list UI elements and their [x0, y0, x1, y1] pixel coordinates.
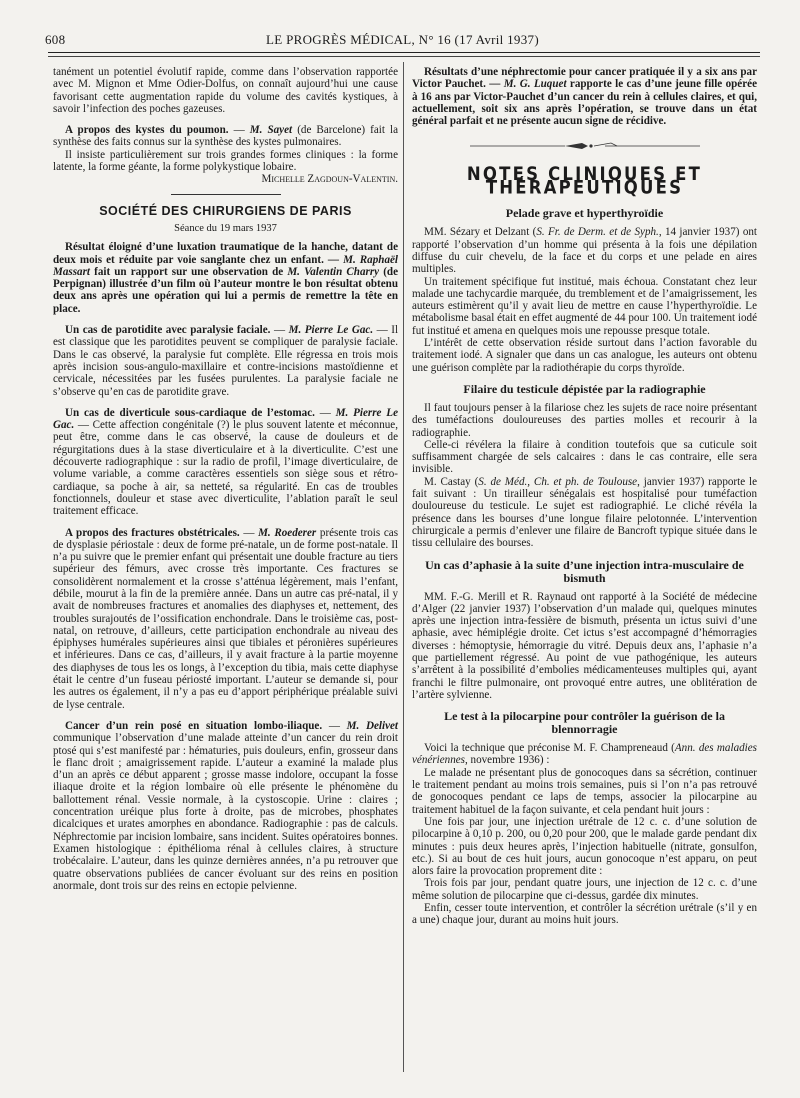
signature-line [53, 173, 398, 185]
continued-paragraph: tanément un potentiel évolutif rapide, comme dans l’observation rapportée avec M. Mignon et Mme Odier-Dolfus, on connaît aujourd’hui une cause favorisant cette augmentation rapide du volume des cavités kystiques, à savoir l’infection des poches gazeuses. [53, 66, 398, 115]
article-title: A propos des fractures obstétricales. [65, 526, 240, 539]
article-title: Résultat éloigné d’une luxation traumatique de la hanche, datant de deux mois et réduite par voie sanglante chez un enfant. [53, 241, 398, 266]
session-date: Séance du 19 mars 1937 [174, 222, 277, 234]
journal-reference: Ann. des maladies vénériennes [412, 742, 757, 767]
article-rein: Cancer d’un rein posé en situation lombo-iliaque. — M. Delivet communique l’observation d’une malade atteinte d’un cancer du rein droit ptosé qui s’est manifesté par : hématuries, puis douleurs, enfin, grosseur dans le flanc droit ; amaigrissement rapide. L’auteur a examiné la malade plus d’un an après ce début apparent ; grosse masse indolore, occupant la fosse iliaque droite et la région lombaire où elle présente le phénomène du ballottement rénal. Vessie normale, à la cystoscopie. Urine : claires ; concentration uréique plus forte à droite, pas de microbes, phosphates dicalciques et urates amorphes en abondance. Radiographie : pas de calculs. Néphrectomie par incision lombaire, sans incident. Suites opératoires bonnes. Examen histologique : épithélioma rénal à cellules claires, à structure trobécalaire. L’auteur, dans les quinze dernières années, n’a pu retrouver que quatre observations publiées de cancer évoluant sur des reins en position anormale, dont trois sur des reins en ectopie pelvienne. [53, 719, 398, 892]
page-number: 608 [45, 32, 66, 47]
journal-reference: S. de Méd., Ch. et ph. de Toulouse [478, 475, 638, 488]
note-pelade-p1 [412, 226, 757, 275]
header-rule [48, 52, 760, 53]
journal-reference: S. Fr. de Derm. et de Syph. [536, 226, 659, 239]
article-author-2: M. Valentin Charry [287, 265, 380, 278]
article-title: Résultats d’une néphrectomie pour cancer pratiquée il y a six ans par Victor Pauchet. [412, 66, 757, 91]
note-aphasie-p1: MM. F.-G. Merill et R. Raynaud ont rapporté à la Société de médecine d’Alger (22 janvier 1937) l’observation d’un malade qui, quelques minutes après une injection intra-fessière de bismuth, présenta un ictus suivi d’une aphasie, avec hémiplégie droite. Cet ictus s’est accompagné d’hémorragies diverses : hémoptysie, hémorragie du vitré. Depuis deux ans, l’aphasie n’a que partiellement régressé. Au point de vue pathogénique, les auteurs s’arrêtent à la possibilité d’embolies médicamenteuses multiples qui, ayant franchi le filtre pulmonaire, ont provoqué entre autres, une oblitération de l’artère sylvienne. [412, 590, 757, 701]
note-text: M. Castay ( [424, 475, 479, 488]
signature: Michelle Zagdoun-Valentin. [261, 173, 398, 186]
running-title: LE PROGRÈS MÉDICAL, N° 16 (17 Avril 1937) [266, 32, 539, 47]
article-kystes: A propos des kystes du poumon. — M. Sayet (de Barcelone) fait la synthèse des faits connus sur la synthèse des kystes pulmonaires. [53, 124, 399, 149]
article-author: M. Sayet [249, 124, 293, 137]
header-rule-thin [48, 56, 760, 57]
article-title: A propos des kystes du poumon. [65, 124, 229, 137]
article-text-2: (de Perpignan) illustrée d’un film où l’auteur montre le bon résultat obtenu deux ans après une opération qui lui a permis de remettre la tête en place. [53, 265, 399, 315]
article-text: Cette affection congénitale (?) le plus souvent latente et méconnue, peut être, comme dans le cas observé, la cause de douleurs et de régurgitations dues à la stase diverticulaire et à la diverticulite. C’est une découverte radiographique : sur la radio de profil, l’image diverticulaire, de volume variable, a comme caractères essentiels son siège sous et rétro-cardiaque, sa poche à air, sa netteté, sa régularité. En cas de troubles fonctionnels, douleur et stase avec diverticulite, l’ablation paraît le seul traitement efficace. [53, 419, 398, 518]
society-heading: SOCIÉTÉ DES CHIRURGIENS DE PARIS [99, 203, 352, 218]
article-title: Un cas de diverticule sous-cardiaque de l’estomac. [65, 406, 315, 419]
article-author: M. Delivet [346, 719, 398, 732]
column-separator [403, 62, 404, 1072]
note-title-aphasie: Un cas d’aphasie à la suite d’une injection intra-musculaire de bismuth [425, 557, 744, 585]
note-title-filaire: Filaire du testicule dépistée par la radiographie [463, 381, 706, 396]
article-nephrectomie: Résultats d’une néphrectomie pour cancer pratiquée il y a six ans par Victor Pauchet. — M. G. Luquet rapporte le cas d’une jeune fille opérée à 16 ans par Victor-Pauchet d’un cancer du rein à cellules claires, et qui, actuellement, soit six ans après l’opération, se trouve dans un état général parfait et ne présente aucun signe de récidive. [412, 66, 758, 128]
article-author: M. Raphaël Massart [53, 253, 398, 278]
note-text: , novembre 1936) : [464, 754, 550, 767]
note-pilocarpine-p4: Trois fois par jour, pendant quatre jours, une injection de 12 c. c. d’une même solution de pilocarpine que ci-dessus, gardée dix minutes. [412, 877, 757, 902]
note-pilocarpine-p1 [412, 742, 757, 767]
article-author: M. G. Luquet [503, 78, 567, 91]
article-luxation: Résultat éloigné d’une luxation traumatique de la hanche, datant de deux mois et réduite par voie sanglante chez un enfant. — M. Raphaël Massart fait un rapport sur une observation de M. Valentin Charry (de Perpignan) illustrée d’un film où l’auteur montre le bon résultat obtenu deux ans après une opération qui lui a permis de remettre la tête en place. [53, 241, 399, 315]
article-fractures: A propos des fractures obstétricales. — M. Roederer présente trois cas de dysplasie périostale : deux de forme pré-natale, un de forme post-natale. Il n’a pu suivre que le premier enfant qui présentait une double fracture au tiers supérieur des fémurs, avec crosse très importante. Ces fractures se consolidèrent normalement et la crosse s’atténua légèrement, mais l’enfant, débile, mourut à la fin de la première année. Dans un autre cas pré-natal, il y avait de nombreuses fractures et anomalies des diaphyses et, nettement, des troubles surajoutés de l’ossification enchondrale. Dans le troisième cas, post-natal, on retrouve, d’ailleurs, cette participation enchondrale au niveau des épiphyses humérales supérieures ainsi que tibiales et péronières supérieures et inférieures. Dans ce cas, d’ailleurs, il y avait fracture à la partie moyenne des diaphyses de tous les os longs, à l’exception du tibia, mais cette diaphyse était le centre d’un fuseau périosté important. L’auteur se demande si, pour les autres os également, il n’y a pas eu d’apport périphérique préalable suivi de lyse centrale. [53, 526, 399, 711]
note-filaire-p2: Celle-ci révélera la filaire à condition toutefois que sa cuticule soit suffisamment chargée de sels calcaires : dans le cas contraire, elle sera invisible. [412, 438, 757, 476]
note-title-pilocarpine: Le test à la pilocarpine pour contrôler la guérison de la blennorragie [444, 709, 725, 737]
ornament-divider [412, 141, 757, 154]
article-title: Cancer d’un rein posé en situation lombo-iliaque. [65, 719, 323, 732]
note-pilocarpine-p3: Une fois par jour, une injection urétrale de 12 c. c. d’une solution de pilocarpine à 0,10 p. 200, ou 0,20 pour 200, que le malade garde pendant dix minutes : puis deux heures après, l’injection habituelle (nitrate, gonsulfon, etc.). Si au bout de ces huit jours, aucun gonocoque n’est apparu, on peut alors faire la provocation proprement dite : [412, 815, 757, 878]
note-title-pelade: Pelade grave et hyperthyroïdie [505, 206, 664, 221]
note-pelade-p3: L’intérêt de cette observation réside surtout dans l’action favorable du traitement iodé. A signaler que dans un cas analogue, les auteurs ont obtenu une guérison complète par la radiothérapie du corps thyroïde. [412, 337, 757, 374]
note-pelade-p2: Un traitement spécifique fut institué, mais échoua. Constatant chez leur malade une tachycardie marquée, du tremblement et de l’amaigrissement, les auteurs estimèrent qu’il y avait lieu de mettre en cause l’hyperthyroïdie. Le métabolisme basal était en effet augmenté de 44 pour 100. Un traitement iodé fut institué et amena en quelques mois une repousse presque totale. [412, 275, 757, 337]
article-diverticule: Un cas de diverticule sous-cardiaque de l’estomac. — M. Pierre Le Gac. — Cette affection congénitale (?) le plus souvent latente et méconnue, peut être, comme dans le cas observé, la cause de douleurs et de régurgitations dues à la stase diverticulaire et à la diverticulite. C’est une découverte radiographique : sur la radio de profil, l’image diverticulaire, de volume variable, a comme caractères essentiels son siège sous et rétro-cardiaque, sa poche à air, sa netteté, sa régularité. En cas de troubles fonctionnels, douleur et stase avec diverticulite, l’ablation paraît le seul traitement efficace. [53, 406, 398, 518]
article-text: fait un rapport sur une observation de [94, 265, 284, 278]
note-text: , 14 janvier 1937) ont rapporté l’observation d’un homme qui présenta à la fois une dépilation diffuse du cuir chevelu, de la face et du corps et une pelade en aires multiples. [412, 226, 757, 276]
page-header [45, 32, 760, 48]
right-column [412, 66, 757, 927]
article-author: M. Pierre Le Gac. [288, 324, 374, 337]
section-heading: NOTES CLINIQUES ET THÉRAPEUTIQUES [466, 162, 703, 199]
note-text: Voici la technique que préconise M. F. Champreneaud ( [424, 742, 675, 755]
article-text: Il est classique que les parotidites peuvent se compliquer de paralysie faciale. Dans le cas observé, la paralysie fut complète. Elle régressa en trois mois après incision sous-angulo-maxillaire et contre-incisions mastoïdienne et cervicale, nécessitées par les fusées purulentes. La paralysie faciale ne s’observe qu’en cas de parotidite grave. [53, 324, 399, 398]
article-text: présente trois cas de dysplasie périostale : deux de forme pré-natale, un de forme post-natale. Il n’a pu suivre que le premier enfant qui présentait une double fracture au tiers supérieur des fémurs, avec crosse très importante. Ces fractures se consolidèrent normalement et la crosse s’atténua légèrement, mais l’enfant, débile, mourut à la fin de la première année. Dans un autre cas pré-natal, il y avait de nombreuses fractures et anomalies des diaphyses et, nettement, des troubles surajoutés de l’ossification enchondrale. Dans le troisième cas, post-natal, on retrouve, d’ailleurs, cette participation enchondrale au niveau des épiphyses humérales supérieures ainsi que tibiales et péronières supérieures et inférieures. Dans ce cas, d’ailleurs, il y avait fracture à la partie moyenne des diaphyses de tous les os longs, à l’exception du tibia, mais cette diaphyse était le centre d’un fuseau périosté important. L’auteur se demande si, pour les autres os également, il n’y a pas eu d’apport périphérique préalable suivi de lyse centrale. [53, 526, 399, 711]
note-text: MM. Sézary et Delzant ( [424, 226, 537, 239]
section-divider [171, 194, 281, 195]
note-pilocarpine-p5: Enfin, cesser toute intervention, et contrôler la sécrétion urétrale (s’il y en a une) chaque jour, durant au moins huit jours. [412, 902, 757, 927]
article-parotidite: Un cas de parotidite avec paralysie faciale. — M. Pierre Le Gac. — Il est classique que les parotidites peuvent se compliquer de paralysie faciale. Dans le cas observé, la paralysie fut complète. Elle régressa en trois mois après incision sous-angulo-maxillaire et contre-incisions mastoïdienne et cervicale, nécessitées par les fusées purulentes. La paralysie faciale ne s’observe qu’en cas de parotidite grave. [53, 324, 399, 398]
article-title: Un cas de parotidite avec paralysie faciale. [65, 324, 271, 337]
article-author: M. Pierre Le Gac. [53, 406, 398, 432]
article-text: (de Barcelone) fait la synthèse des faits connus sur la synthèse des kystes pulmonaires. [53, 124, 399, 149]
note-filaire-p3 [412, 476, 757, 550]
note-filaire-p1: Il faut toujours penser à la filariose chez les sujets de race noire présentant des tuméfactions douloureuses des parties molles et recourir à la radiographie. [412, 401, 757, 439]
article-author: M. Roederer [258, 526, 317, 539]
left-column [53, 66, 398, 892]
article-text: rapporte le cas d’une jeune fille opérée à 16 ans par Victor-Pauchet d’un cancer du rein à cellules claires, et qui, actuellement, soit six ans après l’opération, se trouve dans un état général parfait et ne présente aucun signe de récidive. [412, 78, 758, 128]
note-pilocarpine-p2: Le malade ne présentant plus de gonocoques dans sa sécrétion, continuer le traitement pendant au moins trois semaines, puis si l’on n’a pas retrouvé de gonocoques pendant ce laps de temps, associer la pilocarpine au traitement habituel de la façon suivante, et cela pendant huit jours : [412, 766, 757, 816]
article-kystes-p2: Il insiste particulièrement sur trois grandes formes cliniques : la forme latente, la forme géante, la forme polykystique lobaire. [53, 148, 398, 174]
article-text: communique l’observation d’une malade atteinte d’un cancer du rein droit ptosé qui s’est manifesté par : hématuries, puis douleurs, enfin, grosseur dans le flanc droit ; amaigrissement rapide. L’auteur a examiné la malade plus d’un an après ce début apparent ; grosse masse indolore, occupant la fosse iliaque droite et la région lombaire où elle présente le phénomène du ballottement rénal. Vessie normale, à la cystoscopie. Urine : claires ; concentration uréique plus forte à droite, pas de microbes, phosphates dicalciques et urates amorphes en abondance. Radiographie : pas de calculs. Néphrectomie par incision lombaire, sans incident. Suites opératoires bonnes. Examen histologique : épithélioma rénal à cellules claires, à structure trobécalaire. L’auteur, dans les quinze dernières années, n’a pu retrouver que quatre observations publiées de cancer évoluant sur des reins en position anormale, dont trois sur des reins en ectopie pelvienne. [53, 732, 398, 892]
note-text: , janvier 1937) rapporte le fait suivant : Un tirailleur sénégalais est hospitalisé pour tuméfaction douloureuse du testicule. Le sujet est radiographié. Le cliché révéla la présence dans les bourses d’une longue filaire pelotonnée. L’intervention chirurgicale a permis d’enlever une filaire de Bancroft typique située dans le tissu cellulaire des bourses. [412, 475, 757, 550]
